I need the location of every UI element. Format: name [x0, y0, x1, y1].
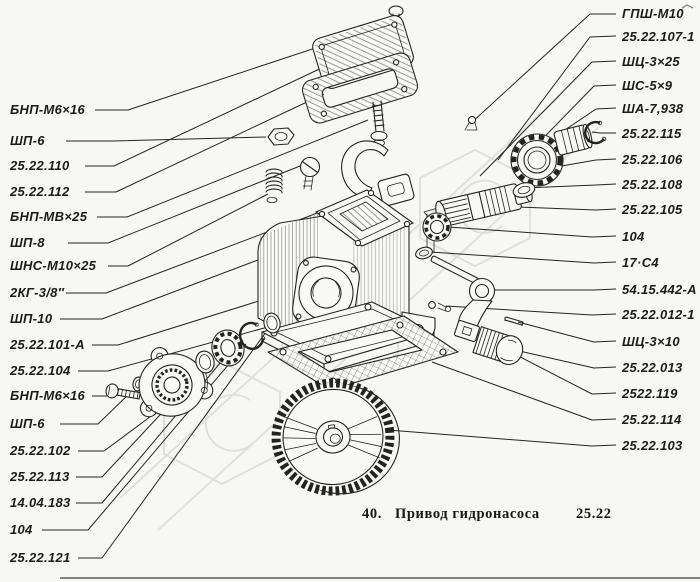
- part-label: 2522.119: [622, 386, 678, 401]
- part-label: 25.22.107-1: [622, 29, 695, 44]
- leader-line: [448, 227, 616, 237]
- seal-ring: [414, 245, 433, 260]
- set-screws: [429, 302, 451, 312]
- part-label: БНП-МВ×25: [10, 209, 88, 224]
- leader-line: [432, 362, 616, 420]
- part-label: 25.22.106: [622, 152, 683, 167]
- leader-line: [108, 194, 268, 266]
- threaded-plug: [473, 326, 527, 368]
- part-label: 25.22.103: [622, 438, 683, 453]
- leader-lines-right: [388, 14, 616, 446]
- part-label: 25.22.115: [622, 126, 682, 141]
- part-label: ШС-5×9: [622, 78, 673, 93]
- bearing-small: [423, 213, 451, 241]
- part-label: ШП-6: [10, 416, 45, 431]
- part-label: ША-7,938: [622, 101, 684, 116]
- part-label: 104: [622, 229, 645, 244]
- leader-line: [66, 137, 266, 141]
- part-label: 25.22.113: [10, 469, 70, 484]
- part-label: 25.22.108: [622, 177, 683, 192]
- figure-caption: [362, 506, 612, 522]
- part-label: ШП-8: [10, 235, 45, 250]
- part-label: ШЦ-3×10: [622, 334, 680, 349]
- leader-line: [97, 120, 368, 217]
- round-head-screw: [301, 158, 320, 191]
- part-label: 54.15.442-А: [622, 282, 697, 297]
- left-label-column: [9, 102, 97, 565]
- figure-caption-title: Привод гидронасоса: [395, 506, 540, 522]
- part-label: 25.22.102: [10, 443, 71, 458]
- drive-gear: [269, 374, 406, 502]
- part-label: 25.22.112: [10, 184, 70, 199]
- part-label: ШП-6: [10, 133, 45, 148]
- pump-cover: [127, 337, 217, 424]
- part-label: 25.22.104: [10, 363, 71, 378]
- figure-caption-number: 40.: [362, 506, 382, 522]
- part-label: 25.22.101-А: [10, 337, 85, 352]
- part-label: 17·С4: [622, 255, 659, 270]
- leader-line: [518, 322, 616, 342]
- leader-line: [388, 430, 616, 446]
- part-label: 25.22.121: [10, 550, 71, 565]
- part-label: ГПШ-М10: [622, 6, 684, 21]
- lever-pin: [430, 256, 481, 286]
- part-label: 25.22.013: [622, 360, 683, 375]
- part-label: БНП-М6×16: [10, 388, 86, 403]
- part-label: ШП-10: [10, 311, 53, 326]
- part-label: ШНС-М10×25: [10, 258, 97, 273]
- leader-line: [592, 132, 616, 133]
- grease-fitting: [465, 116, 477, 130]
- leader-line: [494, 289, 616, 290]
- part-label: 25.22.114: [622, 412, 682, 427]
- part-label: 2КГ-3/8″: [10, 285, 65, 300]
- part-label: 25.22.105: [622, 202, 683, 217]
- part-label: 25.22.110: [10, 158, 70, 173]
- leader-line: [68, 166, 300, 243]
- small-pin: [505, 317, 523, 325]
- hex-nut: [268, 128, 294, 145]
- spring: [266, 169, 282, 203]
- right-label-column: [621, 6, 697, 453]
- figure-caption-code: 25.22: [576, 506, 612, 522]
- part-label: 104: [10, 522, 33, 537]
- leader-line: [470, 14, 616, 124]
- part-label: ШЦ-3×25: [622, 54, 680, 69]
- part-label: 25.22.012-1: [622, 307, 695, 322]
- part-label: 14.04.183: [10, 495, 71, 510]
- leader-line: [85, 64, 330, 166]
- part-label: БНП-М6×16: [10, 102, 86, 117]
- stud: [371, 101, 387, 146]
- leader-line: [515, 350, 616, 368]
- bearing-large: [511, 134, 563, 186]
